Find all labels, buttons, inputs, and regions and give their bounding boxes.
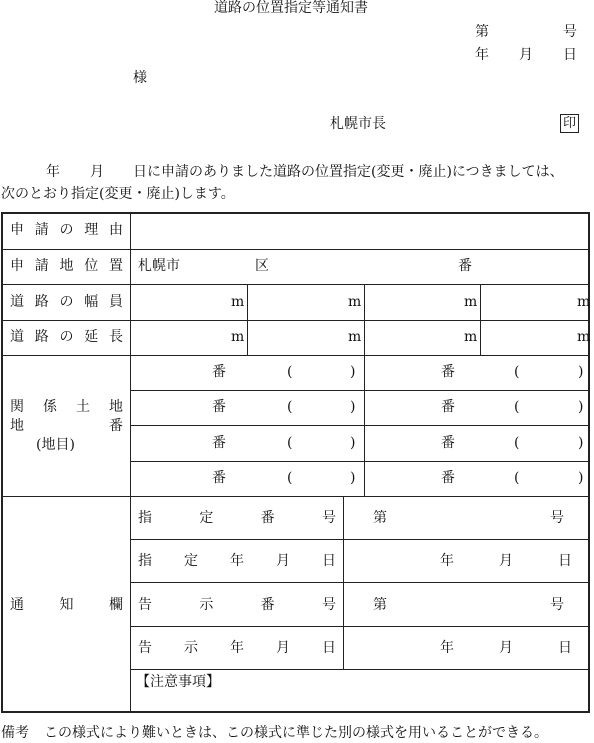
label-char: 路 — [34, 294, 49, 310]
label-char: 知 — [59, 597, 74, 613]
col-divider — [343, 496, 344, 669]
reason-label — [10, 222, 123, 238]
width-unit: m — [348, 294, 362, 310]
label-char: 土 — [76, 399, 90, 415]
land-ban: 番 — [441, 399, 455, 415]
location-ban: 番 — [458, 258, 472, 274]
label-char: 理 — [84, 222, 99, 238]
row-divider — [130, 425, 589, 426]
designation-dai: 第 — [373, 510, 387, 526]
label-char: の — [59, 294, 74, 310]
label-char: 年 — [230, 553, 244, 569]
paren-open: ( — [514, 399, 520, 415]
designation-year: 年 — [440, 553, 454, 569]
remarks-label: 備考 — [1, 725, 29, 741]
paren-open: ( — [287, 399, 293, 415]
label-char: 地 — [10, 418, 24, 434]
label-char: 日 — [322, 553, 336, 569]
designation-number-label — [138, 510, 336, 526]
label-char: 定 — [184, 553, 198, 569]
label-char: 示 — [199, 597, 214, 613]
location-ku: 区 — [255, 258, 269, 274]
paren-close: ) — [350, 364, 356, 380]
doc-number-go: 号 — [563, 24, 577, 40]
row-divider — [130, 461, 589, 462]
width-label — [10, 294, 123, 310]
land-ban: 番 — [441, 435, 455, 451]
doc-date-day: 日 — [563, 47, 577, 63]
notice-label — [10, 597, 123, 613]
label-char: 地 — [59, 258, 74, 274]
length-unit: m — [464, 329, 478, 345]
document-title: 道路の位置指定等通知書 — [214, 0, 368, 16]
paren-open: ( — [514, 470, 520, 486]
land-ban: 番 — [212, 435, 226, 451]
notice-month: 月 — [499, 640, 513, 656]
label-char: 請 — [34, 258, 49, 274]
label-char: 申 — [10, 258, 24, 274]
col-divider — [480, 284, 481, 355]
issuer-name: 札幌市長 — [330, 116, 386, 132]
paren-close: ) — [350, 470, 356, 486]
paren-close: ) — [578, 470, 584, 486]
doc-number-dai: 第 — [475, 24, 489, 40]
label-char: 通 — [10, 597, 24, 613]
length-unit: m — [577, 329, 591, 345]
land-label-line2 — [10, 418, 123, 434]
notice-number-label — [138, 597, 336, 613]
row-divider — [130, 539, 589, 540]
row-divider — [130, 582, 589, 583]
label-char: 号 — [321, 510, 336, 526]
row-divider — [3, 320, 589, 321]
label-char: 告 — [138, 640, 152, 656]
paren-close: ) — [578, 399, 584, 415]
row-divider — [130, 669, 589, 670]
label-char: 道 — [10, 294, 24, 310]
label-column-divider — [130, 214, 131, 711]
label-char: 員 — [109, 294, 123, 310]
label-char: 日 — [322, 640, 336, 656]
col-divider — [364, 355, 365, 496]
location-city: 札幌市 — [138, 258, 180, 274]
notice-year: 年 — [440, 640, 454, 656]
row-divider — [3, 355, 589, 356]
notice-go: 号 — [550, 597, 564, 613]
label-char: 指 — [138, 510, 152, 526]
label-char: 置 — [109, 258, 123, 274]
notice-date-label — [138, 640, 336, 656]
row-divider — [3, 496, 589, 497]
label-char: 関 — [10, 399, 24, 415]
land-label-line1 — [10, 399, 123, 415]
label-char: 係 — [43, 399, 57, 415]
label-char: 番 — [109, 418, 123, 434]
land-ban: 番 — [212, 470, 226, 486]
form-table — [1, 212, 590, 713]
label-char: 延 — [84, 329, 99, 345]
paren-close: ) — [350, 399, 356, 415]
label-char: 号 — [321, 597, 336, 613]
label-char: 由 — [109, 222, 123, 238]
label-char: 番 — [260, 597, 275, 613]
designation-day: 日 — [558, 553, 572, 569]
length-label — [10, 329, 123, 345]
paren-open: ( — [287, 364, 293, 380]
notice-dai: 第 — [373, 597, 387, 613]
land-ban: 番 — [212, 399, 226, 415]
label-char: 年 — [230, 640, 244, 656]
label-char: 申 — [10, 222, 24, 238]
land-ban: 番 — [212, 364, 226, 380]
intro-month: 月 — [90, 164, 104, 180]
label-char: 長 — [109, 329, 123, 345]
intro-year: 年 — [46, 164, 60, 180]
land-ban: 番 — [441, 364, 455, 380]
land-ban: 番 — [441, 470, 455, 486]
row-divider — [3, 249, 589, 250]
label-char: の — [59, 329, 74, 345]
paren-close: ) — [350, 435, 356, 451]
remarks-text: この様式により難いときは、この様式に準じた別の様式を用いることができる。 — [44, 725, 548, 741]
intro-line2: 次のとおり指定(変更・廃止)します。 — [1, 186, 235, 202]
length-unit: m — [348, 329, 362, 345]
label-char: 地 — [109, 399, 123, 415]
label-char: 示 — [184, 640, 198, 656]
doc-date-year: 年 — [475, 47, 489, 63]
col-divider — [364, 284, 365, 355]
length-unit: m — [231, 329, 245, 345]
label-char: 指 — [138, 553, 152, 569]
label-char: 番 — [260, 510, 275, 526]
label-char: 月 — [276, 553, 290, 569]
label-char: 位 — [84, 258, 99, 274]
paren-close: ) — [578, 364, 584, 380]
width-unit: m — [577, 294, 591, 310]
seal-stamp: 印 — [560, 114, 579, 133]
label-char: 請 — [34, 222, 49, 238]
col-divider — [247, 284, 248, 355]
paren-close: ) — [578, 435, 584, 451]
intro-line1: 日に申請のありました道路の位置指定(変更・廃止)につきましては、 — [133, 164, 564, 180]
width-unit: m — [464, 294, 478, 310]
designation-go: 号 — [550, 510, 564, 526]
notice-day: 日 — [558, 640, 572, 656]
label-char: 路 — [34, 329, 49, 345]
row-divider — [3, 284, 589, 285]
paren-open: ( — [287, 435, 293, 451]
label-char: 月 — [276, 640, 290, 656]
land-label-line3: (地目) — [36, 437, 75, 453]
label-char: 幅 — [84, 294, 99, 310]
row-divider — [130, 626, 589, 627]
label-char: 欄 — [109, 597, 123, 613]
addressee-sama: 様 — [133, 70, 147, 86]
paren-open: ( — [514, 435, 520, 451]
label-char: 定 — [199, 510, 214, 526]
label-char: 道 — [10, 329, 24, 345]
paren-open: ( — [514, 364, 520, 380]
designation-month: 月 — [499, 553, 513, 569]
label-char: の — [59, 222, 74, 238]
doc-date-month: 月 — [519, 47, 533, 63]
row-divider — [130, 390, 589, 391]
location-label — [10, 258, 123, 274]
designation-date-label — [138, 553, 336, 569]
caution-heading: 【注意事項】 — [136, 674, 220, 690]
width-unit: m — [231, 294, 245, 310]
label-char: 告 — [138, 597, 152, 613]
paren-open: ( — [287, 470, 293, 486]
